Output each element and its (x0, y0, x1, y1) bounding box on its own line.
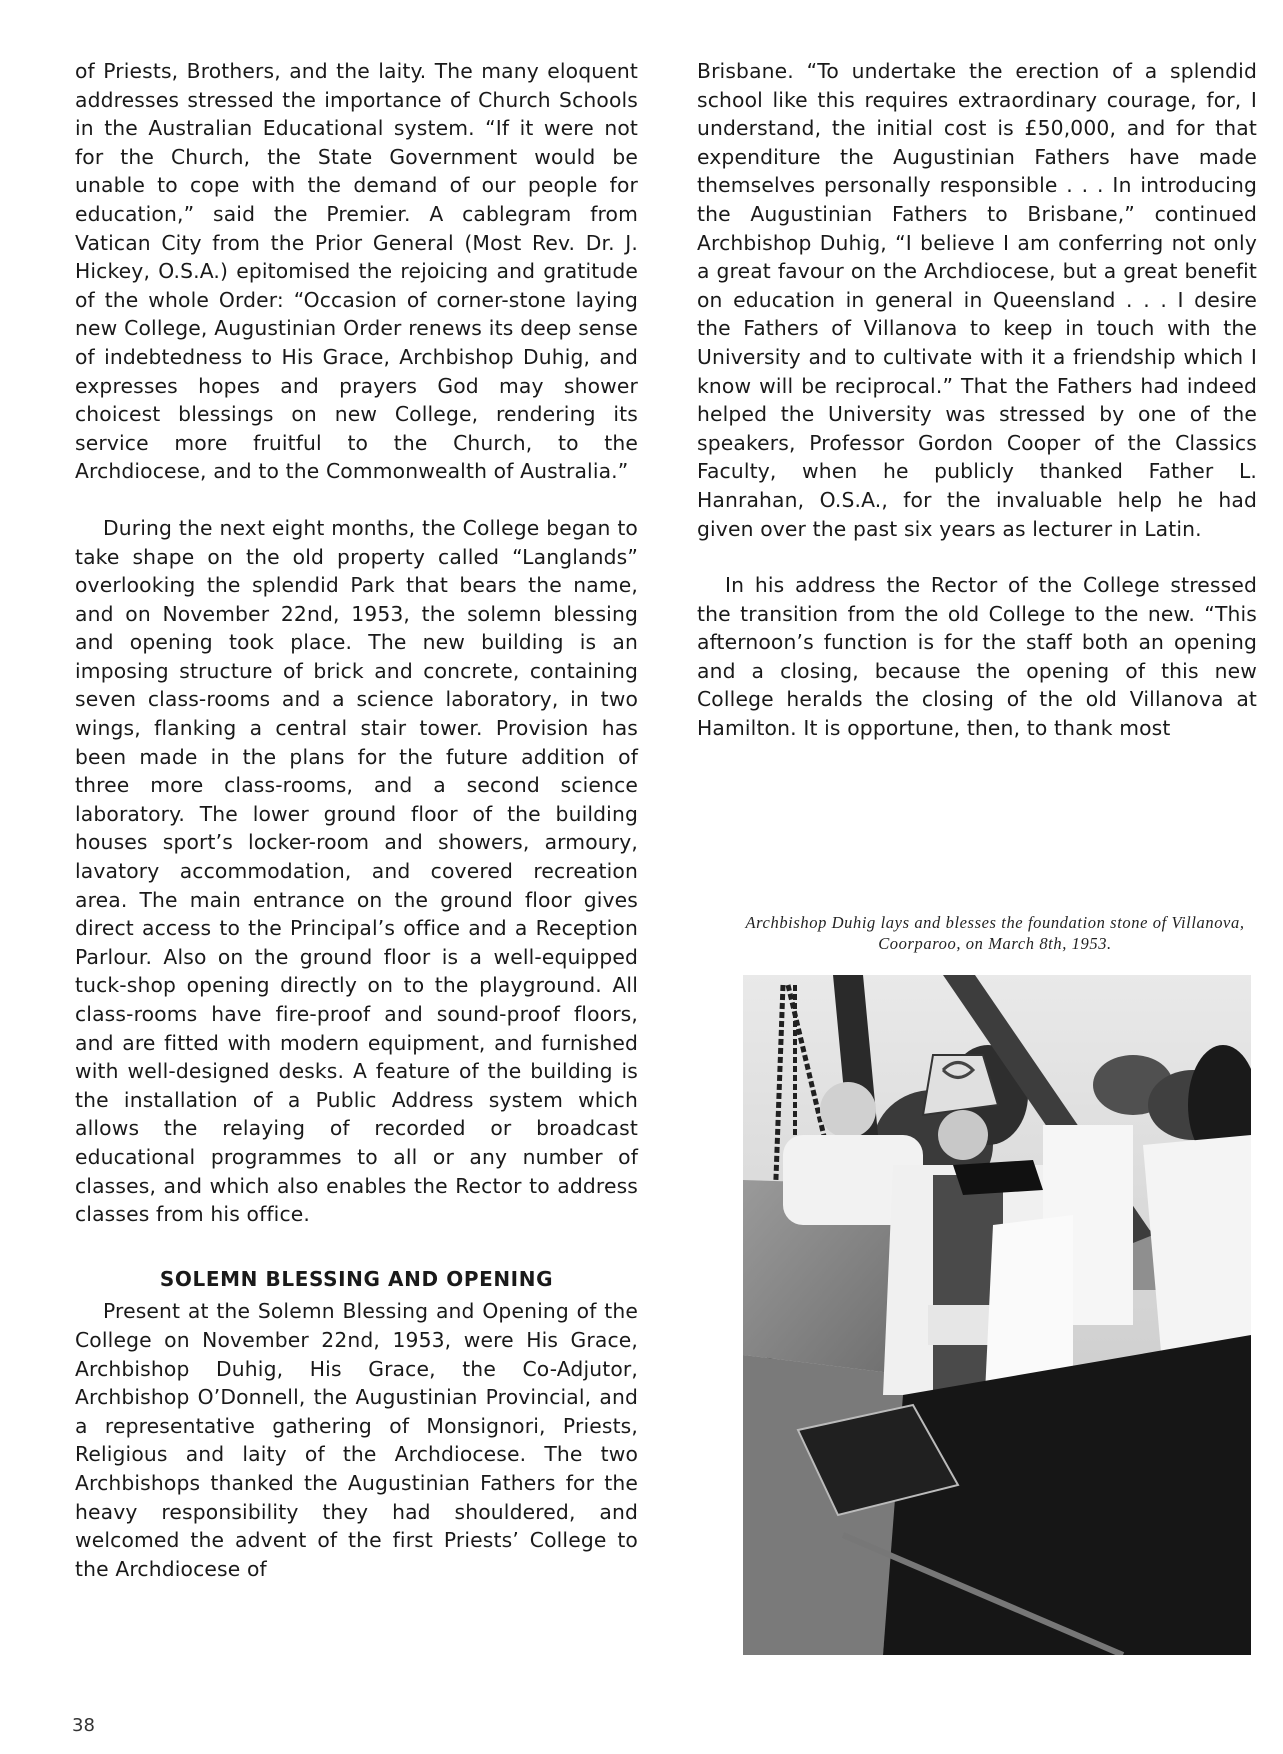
paragraph: of Priests, Brothers, and the laity. The many eloquent addresses stressed the importance of Church Schools in the Australian Educational system. “If it were not for the Church, the State Government would be unable to cope with the demand of our people for education,” said the Premier. A cablegram from Vatican City from the Prior General (Most Rev. Dr. J. Hickey, O.S.A.) epitomised the rejoicing and gratitude of the whole Order: “Occasion of corner-stone laying new College, Augustinian Order renews its deep sense of indebtedness to His Grace, Archbishop Duhig, and expresses hopes and prayers God may shower choicest blessings on new College, rendering its service more fruitful to the Church, to the Archdiocese, and to the Commonwealth of Australia.” (75, 59, 638, 484)
left-column (75, 57, 638, 1583)
paragraph: Present at the Solemn Blessing and Opening of the College on November 22nd, 1953, were His Grace, Archbishop Duhig, His Grace, the Co-Adjutor, Archbishop O’Donnell, the Augustinian Provincial, and a representative gathering of Monsignori, Priests, Religious and laity of the Archdiocese. The two Archbishops thanked the Augustinian Fathers for the heavy responsibility they had shouldered, and welcomed the advent of the first Priests’ College to the Archdiocese of (75, 1299, 638, 1581)
photograph (743, 975, 1251, 1655)
section-heading: SOLEMN BLESSING AND OPENING (159, 1266, 554, 1291)
paragraph: During the next eight months, the College began to take shape on the old property called “Langlands” overlooking the splendid Park that bears the name, and on November 22nd, 1953, the solemn blessing and opening took place. The new building is an imposing structure of brick and concrete, containing seven class-rooms and a science laboratory, in two wings, flanking a central stair tower. Provision has been made in the plans for the future addition of three more class-rooms, and a second science laboratory. The lower ground floor of the building houses sport’s locker-room and showers, armoury, lavatory accommodation, and covered recreation area. The main entrance on the ground floor gives direct access to the Principal’s office and a Reception Parlour. Also on the ground floor is a well-equipped tuck-shop opening directly on to the playground. All class-rooms have fire-proof and sound-proof floors, and are fitted with modern equipment, and furnished with well-designed desks. A feature of the building is the installation of a Public Address system which allows the relaying of recorded or broadcast educational programmes to all or any number of classes, and which also enables the Rector to address classes from his office. (75, 515, 638, 1227)
figure-caption: Archbishop Duhig lays and blesses the foundation stone of Villanova, Coorparoo, on March 8th, 1953. (745, 913, 1245, 953)
right-column (697, 57, 1257, 743)
paragraph: Brisbane. “To undertake the erection of a splendid school like this requires extraordinary courage, for, I understand, the initial cost is £50,000, and for that expenditure the Augustinian Fathers have made themselves personally responsible . . . In introducing the Augustinian Fathers to Brisbane,” continued Archbishop Duhig, “I believe I am conferring not only a great favour on the Archdiocese, but a great benefit on education in general in Queensland . . . I desire the Fathers of Villanova to keep in touch with the University and to cultivate with it a friendship which I know will be reciprocal.” That the Fathers had indeed helped the University was stressed by one of the speakers, Professor Gordon Cooper of the Classics Faculty, when he publicly thanked Father L. Hanrahan, O.S.A., for the invaluable help he had given over the past six years as lecturer in Latin. (697, 59, 1257, 541)
photo-illustration (743, 975, 1251, 1655)
paragraph: In his address the Rector of the College stressed the transition from the old College to the new. “This afternoon’s function is for the staff both an opening and a closing, because the opening of this new College heralds the closing of the old Villanova at Hamilton. It is opportune, then, to thank most (697, 573, 1257, 741)
page-number: 38 (72, 1715, 95, 1736)
